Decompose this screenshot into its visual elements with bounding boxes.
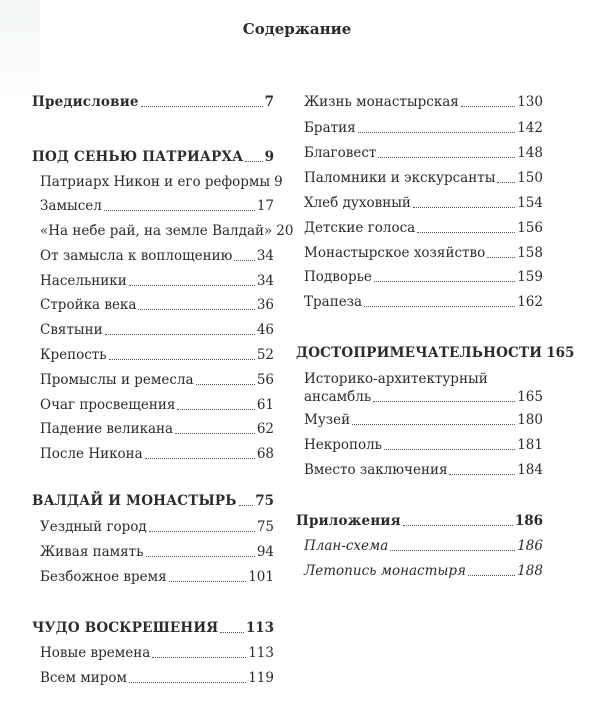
dot-leader [169, 581, 247, 582]
toc-entry [296, 268, 543, 286]
toc-entry-page: 119 [248, 670, 274, 686]
toc-entry-title: Всем миром [40, 670, 128, 686]
toc-entry [296, 219, 543, 237]
toc-entry [296, 562, 543, 580]
toc-entry-title: Подворье [304, 269, 372, 285]
toc-entry-title: Историко-архитектурный [304, 371, 488, 387]
toc-entry-title: Некрополь [304, 437, 383, 453]
toc-entry-title: От замысла к воплощению [40, 248, 233, 264]
toc-entry-title: Хлеб духовный [304, 195, 411, 211]
toc-entry [296, 370, 543, 406]
toc-entry-page: 150 [517, 170, 543, 186]
toc-entry-page: 130 [517, 94, 543, 110]
toc-entry [32, 518, 274, 536]
page-title: Содержание [242, 20, 352, 38]
dot-leader [177, 409, 254, 410]
toc-entry [296, 293, 543, 311]
toc-entry-title: ПОД СЕНЬЮ ПАТРИАРХА [32, 149, 244, 165]
toc-entry-page: 159 [517, 269, 543, 285]
toc-entry-title: Приложения [296, 513, 401, 529]
dot-leader [234, 260, 254, 261]
dot-leader [149, 531, 255, 532]
toc-entry-page: 36 [256, 297, 274, 313]
toc-entry-title: Вместо заключения [304, 462, 448, 478]
toc-entry-page: 154 [517, 195, 543, 211]
toc-entry-page: 156 [517, 220, 543, 236]
toc-entry-title: Стройка века [40, 297, 137, 313]
toc-entry-page: 165 [546, 345, 575, 361]
toc-entry-page: 148 [517, 145, 543, 161]
toc-entry-title: План-схема [304, 538, 389, 554]
toc-entry-page: 56 [256, 372, 274, 388]
toc-entry-title: Предисловие [32, 94, 139, 110]
dot-leader [146, 556, 255, 557]
toc-entry-page: 75 [256, 519, 274, 535]
dot-leader [373, 401, 515, 402]
dot-leader [384, 449, 515, 450]
dot-leader [145, 458, 255, 459]
toc-entry [32, 321, 274, 339]
toc-entry [296, 512, 543, 530]
dot-leader [461, 106, 515, 107]
toc-entry-page: 181 [517, 437, 543, 453]
toc-entry-page: 75 [255, 493, 274, 509]
toc-entry-title: Крепость [40, 347, 107, 363]
dot-leader [378, 157, 515, 158]
toc-entry-page: 165 [517, 389, 543, 405]
toc-entry [296, 344, 575, 362]
dot-leader [497, 182, 515, 183]
toc-entry-title: «На небе рай, на земле Валдай» [40, 223, 273, 239]
toc-entry-title: ВАЛДАЙ И МОНАСТЫРЬ [32, 493, 237, 509]
dot-leader [403, 525, 513, 526]
toc-entry-title: Братия [304, 120, 356, 136]
toc-entry [32, 669, 274, 687]
toc-entry-title: Новые времена [40, 645, 151, 661]
toc-entry-title: Детские голоса [304, 220, 416, 236]
toc-entry-title: Безбожное время [40, 569, 167, 585]
toc-entry [32, 93, 274, 111]
toc-entry-page: 9 [264, 149, 274, 165]
toc-entry-title: Замысел [40, 198, 102, 214]
toc-entry-page: 46 [256, 322, 274, 338]
toc-entry-title: Летопись монастыря [304, 563, 466, 579]
toc-entry-page: 17 [256, 198, 274, 214]
toc-entry-page: 158 [517, 245, 543, 261]
toc-entry-page: 34 [256, 248, 274, 264]
dot-leader [152, 657, 246, 658]
toc-entry-page: 62 [256, 421, 274, 437]
toc-entry [32, 619, 274, 637]
dot-leader [352, 424, 515, 425]
toc-entry-page: 113 [248, 645, 274, 661]
toc-entry-page: 186 [517, 538, 543, 554]
toc-entry [32, 568, 274, 586]
toc-entry-title: ЧУДО ВОСКРЕШЕНИЯ [32, 620, 219, 636]
dot-leader [417, 232, 515, 233]
dot-leader [374, 281, 515, 282]
toc-entry-page: 52 [256, 347, 274, 363]
page-edge-shadow [0, 0, 40, 95]
toc-entry [32, 296, 274, 314]
dot-leader [196, 384, 255, 385]
toc-entry [296, 411, 543, 429]
toc-entry [32, 371, 274, 389]
dot-leader [245, 161, 262, 162]
dot-leader [449, 474, 515, 475]
toc-entry-page: 186 [514, 513, 543, 529]
toc-entry-title: Очаг просвещения [40, 397, 176, 413]
dot-leader [468, 575, 515, 576]
toc-entry-title: Музей [304, 412, 351, 428]
dot-leader [104, 210, 255, 211]
toc-entry [32, 148, 274, 166]
toc-entry-page: 184 [517, 462, 543, 478]
dot-leader [487, 257, 515, 258]
toc-entry [32, 492, 274, 510]
toc-entry [32, 222, 294, 240]
toc-entry [32, 396, 274, 414]
toc-entry-title: Трапеза [304, 294, 363, 310]
toc-entry-page: 61 [256, 397, 274, 413]
dot-leader [175, 433, 255, 434]
toc-entry-page: 20 [276, 223, 294, 239]
toc-entry-title: Жизнь монастырская [304, 94, 459, 110]
toc-entry-title: Святыни [40, 322, 103, 338]
toc-entry [296, 537, 543, 555]
toc-entry [32, 543, 274, 561]
toc-entry-title: Насельники [40, 273, 127, 289]
toc-entry [296, 144, 543, 162]
toc-entry [32, 420, 274, 438]
dot-leader [358, 132, 516, 133]
dot-leader [105, 334, 255, 335]
toc-entry-page: 180 [517, 412, 543, 428]
dot-leader [109, 359, 255, 360]
toc-entry [32, 173, 283, 191]
toc-entry-title: Монастырское хозяйство [304, 245, 486, 261]
toc-entry [296, 244, 543, 262]
dot-leader [129, 285, 255, 286]
toc-entry-page: 94 [256, 544, 274, 560]
toc-entry [32, 247, 274, 265]
toc-entry [296, 119, 543, 137]
toc-entry-title: ДОСТОПРИМЕЧАТЕЛЬНОСТИ [296, 345, 543, 361]
toc-entry [296, 169, 543, 187]
toc-entry [32, 197, 274, 215]
toc-entry [32, 272, 274, 290]
dot-leader [413, 207, 515, 208]
toc-entry-page: 9 [274, 174, 283, 190]
toc-entry [32, 445, 274, 463]
toc-entry [296, 461, 543, 479]
toc-entry-title: Патриарх Никон и его реформы [40, 174, 271, 190]
toc-entry-page: 142 [517, 120, 543, 136]
dot-leader [220, 632, 243, 633]
dot-leader [364, 306, 515, 307]
dot-leader [390, 550, 515, 551]
toc-entry [296, 93, 543, 111]
toc-entry [296, 194, 543, 212]
toc-entry-title: После Никона [40, 446, 143, 462]
toc-entry-title: Паломники и экскурсанты [304, 170, 496, 186]
toc-entry [32, 644, 274, 662]
toc-entry [296, 436, 543, 454]
dot-leader [239, 505, 254, 506]
toc-entry-title-cont: ансамбль [304, 389, 372, 405]
toc-entry-page: 101 [248, 569, 274, 585]
toc-entry [32, 346, 274, 364]
toc-entry-title: Благовест [304, 145, 377, 161]
toc-entry-title: Уездный город [40, 519, 147, 535]
toc-entry-page: 113 [245, 620, 274, 636]
dot-leader [141, 106, 263, 107]
toc-entry-page: 34 [256, 273, 274, 289]
toc-entry-page: 7 [264, 94, 274, 110]
toc-entry-title: Промыслы и ремесла [40, 372, 194, 388]
toc-entry-page: 188 [517, 563, 543, 579]
toc-entry-page: 162 [517, 294, 543, 310]
toc-entry-page: 68 [256, 446, 274, 462]
dot-leader [129, 682, 246, 683]
toc-entry-title: Падение великана [40, 421, 174, 437]
dot-leader [138, 309, 254, 310]
toc-entry-title: Живая память [40, 544, 144, 560]
